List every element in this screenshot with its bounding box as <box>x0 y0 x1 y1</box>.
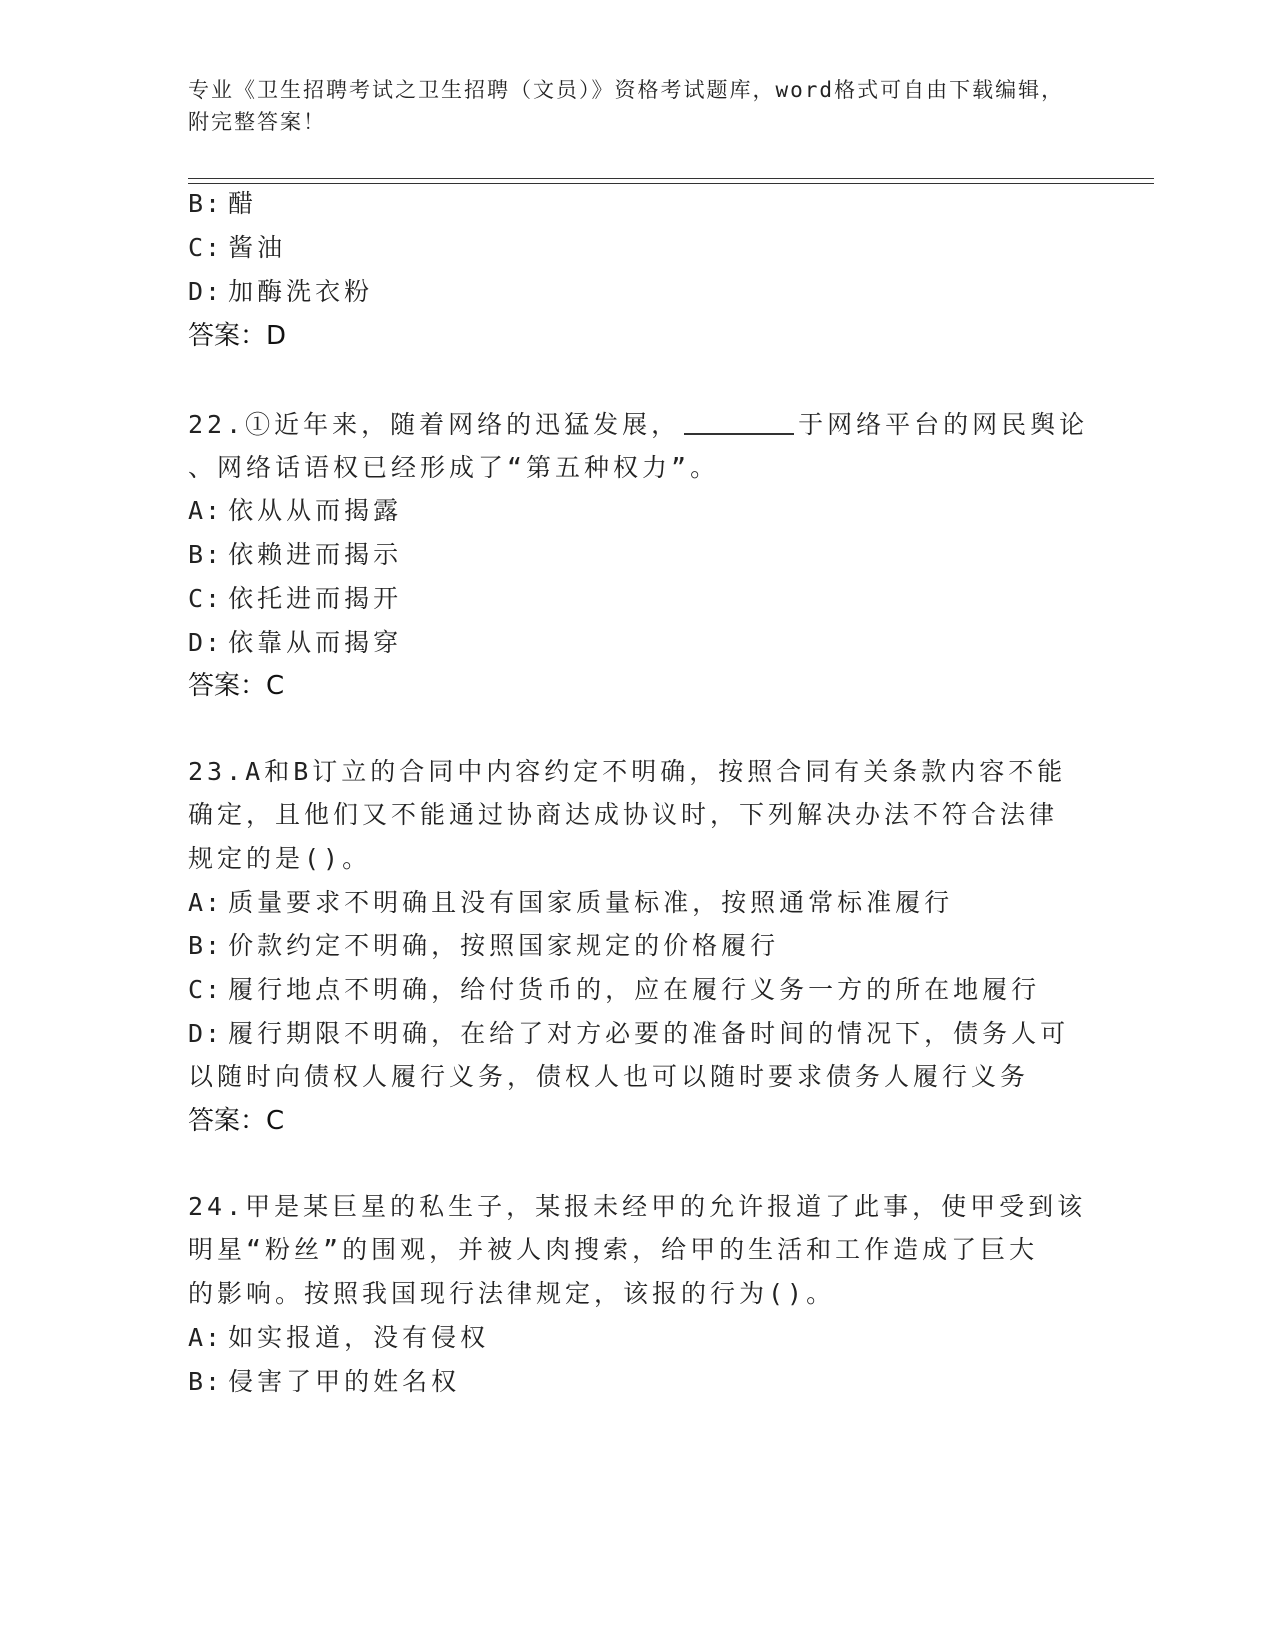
q21-option-c: C: 酱油 <box>188 233 287 262</box>
q24-option-a: A: 如实报道，没有侵权 <box>188 1323 490 1352</box>
header-divider-top <box>188 178 1154 179</box>
q23-option-b: B: 价款约定不明确，按照国家规定的价格履行 <box>188 931 780 960</box>
q24-stem-line3: 的影响。按照我国现行法律规定，该报的行为()。 <box>188 1279 836 1308</box>
q22-option-c: C: 依托进而揭开 <box>188 584 403 613</box>
q22-option-b: B: 依赖进而揭示 <box>188 540 403 569</box>
q21-option-b: B: 醋 <box>188 189 258 218</box>
header-divider-bottom <box>188 183 1154 184</box>
q23-stem-line2: 确定，且他们又不能通过协商达成协议时，下列解决办法不符合法律 <box>188 800 1059 829</box>
q23-option-a: A: 质量要求不明确且没有国家质量标准，按照通常标准履行 <box>188 888 954 917</box>
q22-answer: 答案：C <box>188 671 285 701</box>
document-header: 专业《卫生招聘考试之卫生招聘（文员）》资格考试题库，word格式可自由下载编辑，附完整答案！ <box>188 78 1065 134</box>
q23-option-c: C: 履行地点不明确，给付货币的，应在履行义务一方的所在地履行 <box>188 975 1041 1004</box>
fill-in-blank <box>684 411 794 435</box>
q21-answer: 答案：D <box>188 321 287 351</box>
q24-stem-line1: 24.甲是某巨星的私生子，某报未经甲的允许报道了此事，使甲受到该 <box>188 1192 1087 1221</box>
q22-option-a: A: 依从从而揭露 <box>188 496 403 525</box>
q23-answer: 答案：C <box>188 1106 285 1136</box>
q24-option-b: B: 侵害了甲的姓名权 <box>188 1367 461 1396</box>
q23-stem-line1: 23.A和B订立的合同中内容约定不明确，按照合同有关条款内容不能 <box>188 757 1067 786</box>
q23-option-d-continued: 以随时向债权人履行义务，债权人也可以随时要求债务人履行义务 <box>188 1062 1030 1091</box>
q22-stem-line2: 、网络话语权已经形成了“第五种权力”。 <box>188 453 720 482</box>
q23-option-d: D: 履行期限不明确，在给了对方必要的准备时间的情况下，债务人可 <box>188 1019 1070 1048</box>
q22-option-d: D: 依靠从而揭穿 <box>188 628 403 657</box>
q22-stem-line1: 22.①近年来，随着网络的迅猛发展， 于网络平台的网民舆论 <box>188 410 1089 439</box>
q23-stem-line3: 规定的是()。 <box>188 844 372 873</box>
q21-option-d: D: 加酶洗衣粉 <box>188 277 374 306</box>
q24-stem-line2: 明星“粉丝”的围观，并被人肉搜索，给甲的生活和工作造成了巨大 <box>188 1235 1039 1264</box>
